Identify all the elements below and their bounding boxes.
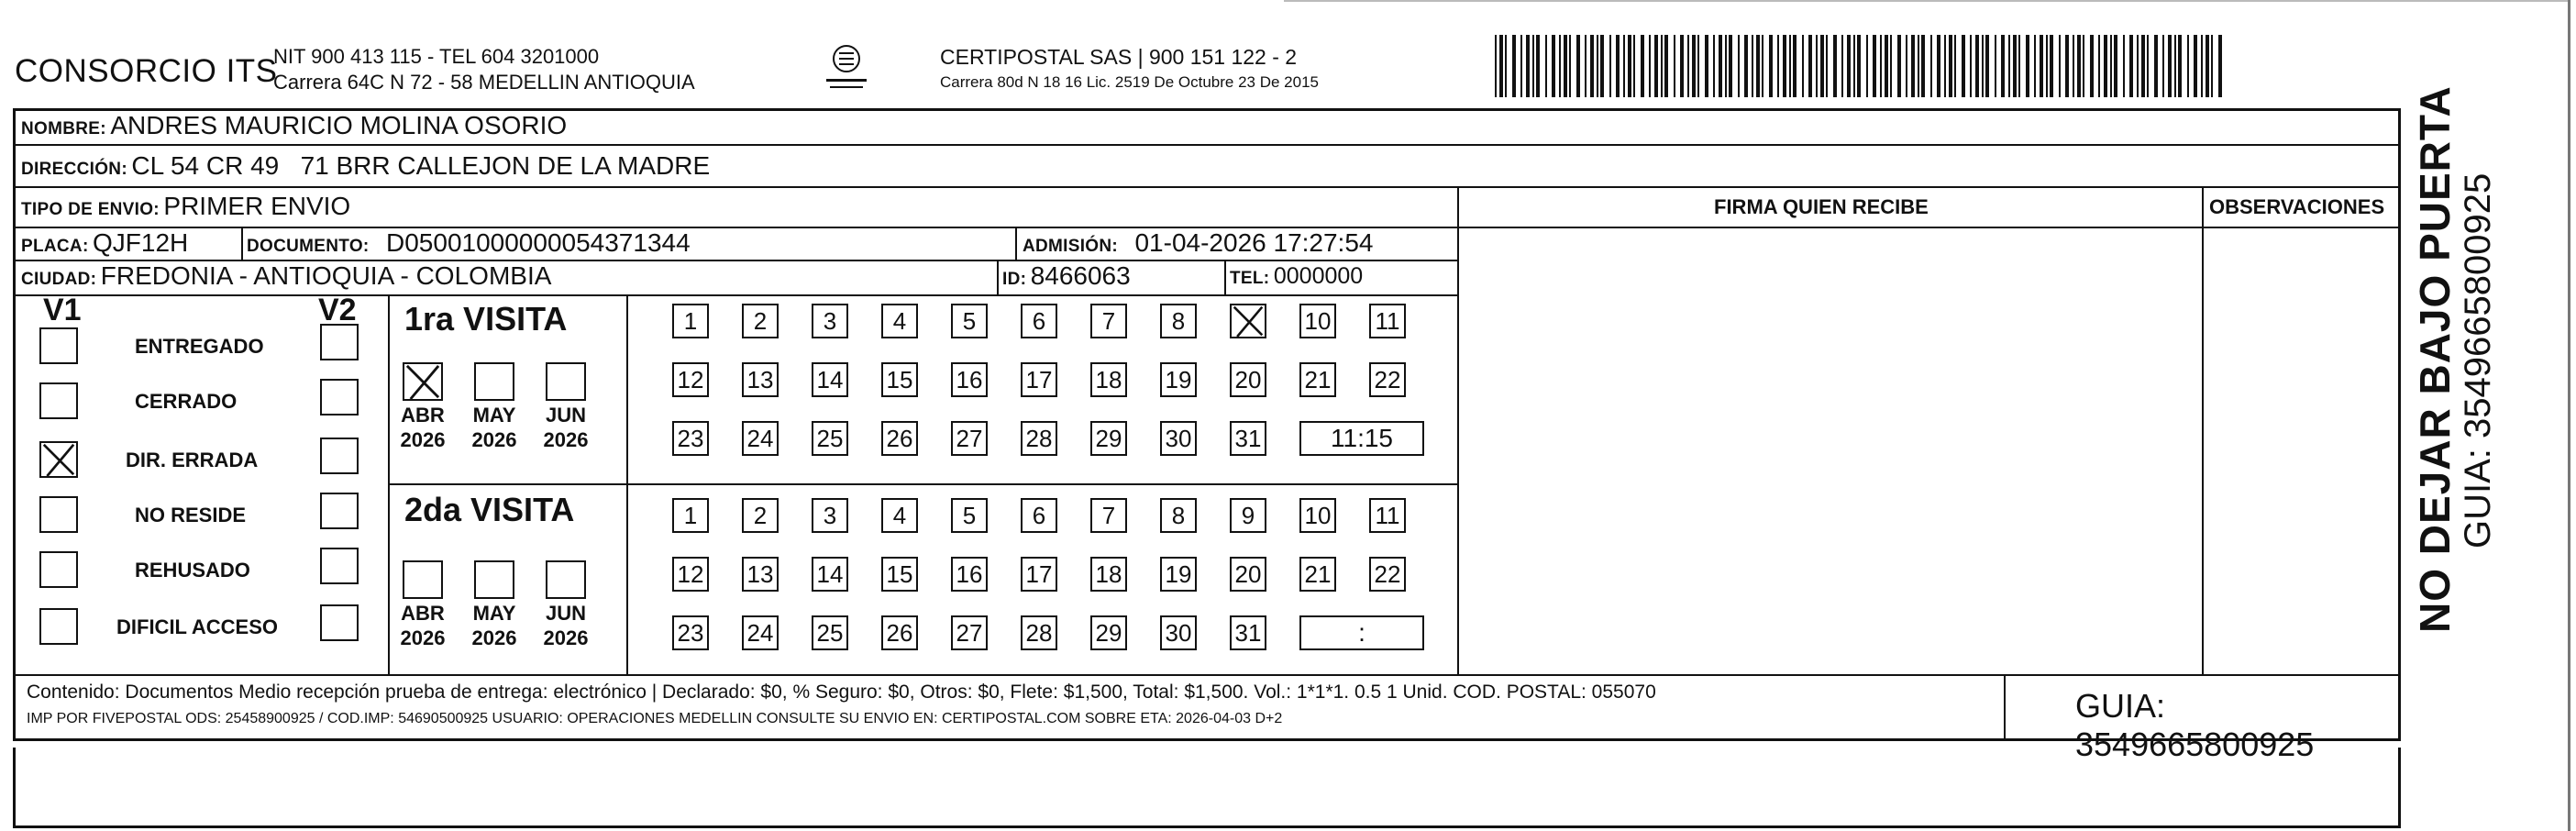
certipostal-logo	[819, 40, 874, 99]
nombre-row	[21, 111, 567, 140]
barcode-bar	[1841, 35, 1843, 97]
barcode-bar	[2174, 35, 2176, 97]
barcode-bar	[2206, 35, 2209, 97]
bottom-blank-area	[13, 748, 2401, 828]
barcode-bar	[1820, 35, 1824, 97]
barcode-bar	[2034, 35, 2036, 97]
barcode-bar	[1654, 35, 1658, 97]
barcode-bar	[2098, 35, 2100, 97]
day-checkbox[interactable]: 8	[1160, 498, 1197, 533]
barcode-bar	[1674, 35, 1675, 97]
month-year: 2026	[400, 428, 446, 451]
v1-checkbox[interactable]	[39, 382, 78, 419]
month-checkbox[interactable]	[403, 560, 443, 599]
month-year: 2026	[471, 428, 517, 451]
day-checkbox[interactable]: 17	[1021, 362, 1057, 397]
day-checkbox[interactable]: 30	[1160, 421, 1197, 456]
day-checkbox[interactable]: 18	[1090, 362, 1127, 397]
day-checkbox[interactable]: 23	[672, 421, 709, 456]
day-checkbox[interactable]: 11	[1369, 304, 1406, 338]
day-checkbox[interactable]: 25	[812, 615, 848, 650]
day-checkbox[interactable]: 31	[1230, 421, 1266, 456]
month-checkbox[interactable]	[474, 560, 514, 599]
status-label: ENTREGADO	[135, 335, 264, 358]
company-contact	[273, 44, 695, 95]
barcode-bar	[2018, 35, 2020, 97]
nombre-label: NOMBRE:	[21, 119, 106, 138]
top-edge-line	[1284, 0, 2568, 2]
barcode-bar	[1756, 35, 1760, 97]
barcode-bar	[2187, 35, 2189, 97]
barcode-bar	[2077, 35, 2081, 97]
v1-checkbox[interactable]	[39, 608, 78, 645]
day-checkbox[interactable]: 10	[1299, 304, 1336, 338]
day-checkbox[interactable]: 7	[1090, 498, 1127, 533]
day-checkbox[interactable]: 9	[1230, 498, 1266, 533]
day-checkbox[interactable]: 28	[1021, 421, 1057, 456]
barcode-bar	[1906, 35, 1907, 97]
barcode-bar	[1609, 35, 1611, 97]
month-year: 2026	[400, 626, 446, 649]
status-label: NO RESIDE	[135, 504, 247, 526]
day-checkbox[interactable]: 19	[1160, 362, 1197, 397]
day-checkbox[interactable]: 6	[1021, 498, 1057, 533]
barcode-bar	[2201, 35, 2203, 97]
day-checkbox[interactable]: 4	[881, 304, 918, 338]
day-checkbox[interactable]: 19	[1160, 557, 1197, 592]
barcode-bar	[1873, 35, 1876, 97]
day-checkbox[interactable]: 30	[1160, 615, 1197, 650]
month-name: ABR	[401, 404, 445, 427]
day-checkbox[interactable]: 25	[812, 421, 848, 456]
barcode-bar	[1880, 35, 1882, 97]
day-checkbox[interactable]: 10	[1299, 498, 1336, 533]
col-divider	[1457, 186, 1459, 674]
day-checkbox[interactable]: 12	[672, 362, 709, 397]
barcode-bar	[1687, 35, 1689, 97]
day-checkbox[interactable]: 31	[1230, 615, 1266, 650]
barcode-bar	[1590, 35, 1594, 97]
col-divider	[2004, 674, 2006, 738]
barcode-bar	[2162, 35, 2164, 97]
barcode-bar	[1982, 35, 1984, 97]
day-checkbox[interactable]: 26	[881, 421, 918, 456]
v1-checkbox[interactable]	[39, 496, 78, 533]
day-checkbox[interactable]: 13	[742, 557, 779, 592]
barcode-bar	[2147, 35, 2149, 97]
ciudad-cell	[21, 261, 551, 291]
barcode-bar	[1949, 35, 1952, 97]
barcode-bar	[1532, 35, 1534, 97]
barcode-bar	[1808, 35, 1812, 97]
month-checkbox[interactable]	[474, 362, 514, 401]
v2-checkbox[interactable]	[320, 604, 359, 641]
barcode	[1495, 35, 2225, 97]
barcode-bar	[1729, 35, 1732, 97]
barcode-bar	[2114, 35, 2117, 97]
v2-checkbox[interactable]	[320, 438, 359, 474]
barcode-bar	[1597, 35, 1598, 97]
barcode-bar	[1526, 35, 1530, 97]
day-checkbox[interactable]: 29	[1090, 615, 1127, 650]
day-checkbox[interactable]: 3	[812, 498, 848, 533]
company-name: CONSORCIO ITS	[15, 53, 278, 89]
tipo-value: PRIMER ENVIO	[163, 192, 351, 220]
day-checkbox[interactable]: 15	[881, 362, 918, 397]
month-checkbox[interactable]	[546, 362, 586, 401]
barcode-bar	[1985, 35, 1989, 97]
time-field[interactable]: :	[1299, 615, 1424, 650]
month-name: MAY	[472, 404, 516, 427]
col-divider	[2202, 186, 2204, 674]
barcode-bar	[1783, 35, 1786, 97]
month-year: 2026	[471, 626, 517, 649]
barcode-bar	[1833, 35, 1837, 97]
barcode-bar	[1897, 35, 1901, 97]
day-checkbox[interactable]: 15	[881, 557, 918, 592]
barcode-bar	[1816, 35, 1818, 97]
barcode-bar	[2168, 35, 2172, 97]
barcode-bar	[1857, 35, 1861, 97]
day-checkbox[interactable]: 16	[951, 557, 988, 592]
day-checkbox[interactable]: 18	[1090, 557, 1127, 592]
barcode-bar	[1970, 35, 1972, 97]
placa-value: QJF12H	[93, 228, 189, 257]
placa-label: PLACA:	[21, 237, 89, 256]
barcode-bar	[2083, 35, 2084, 97]
barcode-bar	[1866, 35, 1868, 97]
footer-divider	[16, 674, 2398, 676]
day-checkbox[interactable]: 23	[672, 615, 709, 650]
barcode-bar	[1777, 35, 1779, 97]
barcode-bar	[1664, 35, 1668, 97]
barcode-bar	[2090, 35, 2094, 97]
id-label: ID:	[1002, 270, 1027, 289]
direccion-row	[21, 151, 710, 181]
barcode-bar	[1697, 35, 1699, 97]
ciudad-value: FREDONIA - ANTIOQUIA - COLOMBIA	[100, 261, 552, 290]
barcode-bar	[1944, 35, 1946, 97]
delivery-form	[13, 108, 2401, 763]
admision-value: 01-04-2026 17:27:54	[1134, 228, 1374, 257]
day-checkbox[interactable]	[1230, 304, 1266, 338]
side-guia: GUIA: 3549665800925	[2458, 172, 2498, 548]
barcode-bar	[1705, 35, 1708, 97]
barcode-bar	[1499, 35, 1503, 97]
month-label	[538, 601, 593, 650]
month-label	[467, 403, 522, 452]
barcode-bar	[2194, 35, 2197, 97]
day-checkbox[interactable]: 2	[742, 498, 779, 533]
month-label	[395, 601, 450, 650]
barcode-bar	[1789, 35, 1791, 97]
direccion-label: DIRECCIÓN:	[21, 160, 127, 179]
row-divider	[16, 186, 2398, 188]
day-checkbox[interactable]: 1	[672, 498, 709, 533]
nombre-value: ANDRES MAURICIO MOLINA OSORIO	[110, 111, 568, 139]
barcode-bar	[2050, 35, 2053, 97]
guia-footer: GUIA: 3549665800925	[2075, 687, 2315, 763]
barcode-bar	[1641, 35, 1644, 97]
day-checkbox[interactable]: 24	[742, 615, 779, 650]
barcode-bar	[2001, 35, 2005, 97]
col-divider	[997, 260, 999, 294]
barcode-bar	[1713, 35, 1715, 97]
col-divider	[241, 227, 243, 260]
status-label: CERRADO	[135, 390, 238, 413]
month-year: 2026	[543, 428, 589, 451]
barcode-bar	[1769, 35, 1773, 97]
side-warning	[2410, 0, 2465, 633]
day-checkbox[interactable]: 21	[1299, 557, 1336, 592]
documento-label: DOCUMENTO:	[247, 237, 370, 256]
day-checkbox[interactable]: 4	[881, 498, 918, 533]
certipostal-address: Carrera 80d N 18 16 Lic. 2519 De Octubre 23 De 2015	[940, 73, 1319, 91]
nit-line: NIT 900 413 115 - TEL 604 3201000	[273, 45, 600, 68]
month-name: JUN	[545, 404, 586, 427]
barcode-bar	[2218, 35, 2222, 97]
v2-checkbox[interactable]	[320, 548, 359, 584]
barcode-bar	[1564, 35, 1567, 97]
admision-cell	[1023, 228, 1373, 258]
v1-header: V1	[43, 293, 82, 327]
barcode-bar	[1495, 35, 1497, 97]
day-checkbox[interactable]: 6	[1021, 304, 1057, 338]
day-checkbox[interactable]: 2	[742, 304, 779, 338]
barcode-bar	[1616, 35, 1620, 97]
ciudad-label: CIUDAD:	[21, 270, 97, 289]
id-cell	[1002, 261, 1131, 291]
admision-label: ADMISIÓN:	[1023, 237, 1119, 256]
barcode-bar	[2008, 35, 2010, 97]
col-divider	[1015, 227, 1017, 260]
barcode-bar	[1719, 35, 1722, 97]
barcode-bar	[2211, 35, 2213, 97]
barcode-bar	[1911, 35, 1915, 97]
barcode-bar	[2065, 35, 2069, 97]
barcode-bar	[1885, 35, 1888, 97]
barcode-bar	[2129, 35, 2133, 97]
v2-checkbox[interactable]	[320, 324, 359, 360]
barcode-bar	[1661, 35, 1663, 97]
contenido-text: Contenido: Documentos Medio recepción prueba de entrega: electrónico | Declarado: $0, % Seguro: $0, Otros: $0, Flete: $1,500, Total: $1,500. Vol.: 1*1*1. 0.5 1 Unid. COD. POSTAL: 055070	[27, 681, 1656, 703]
v1-checkbox[interactable]	[39, 441, 78, 478]
barcode-bar	[1744, 35, 1748, 97]
barcode-bar	[2110, 35, 2112, 97]
visit2-title: 2da VISITA	[404, 491, 575, 528]
day-checkbox[interactable]: 27	[951, 421, 988, 456]
barcode-bar	[1600, 35, 1604, 97]
barcode-bar	[1762, 35, 1763, 97]
barcode-bar	[2026, 35, 2029, 97]
barcode-bar	[1802, 35, 1804, 97]
v2-header: V2	[318, 293, 357, 327]
barcode-bar	[2141, 35, 2145, 97]
day-checkbox[interactable]: 24	[742, 421, 779, 456]
barcode-bar	[1585, 35, 1587, 97]
month-label	[395, 403, 450, 452]
barcode-bar	[2104, 35, 2107, 97]
barcode-bar	[2123, 35, 2125, 97]
day-checkbox[interactable]: 5	[951, 304, 988, 338]
tel-value: 0000000	[1273, 263, 1364, 289]
day-checkbox[interactable]: 14	[812, 557, 848, 592]
day-checkbox[interactable]: 11	[1369, 498, 1406, 533]
barcode-bar	[1921, 35, 1925, 97]
month-label	[538, 403, 593, 452]
day-checkbox[interactable]: 8	[1160, 304, 1197, 338]
v1-checkbox[interactable]	[39, 551, 78, 588]
v2-checkbox[interactable]	[320, 379, 359, 416]
day-checkbox[interactable]: 17	[1021, 557, 1057, 592]
barcode-bar	[2040, 35, 2043, 97]
day-checkbox[interactable]: 16	[951, 362, 988, 397]
observaciones-header: OBSERVACIONES	[2209, 195, 2385, 218]
barcode-bar	[1853, 35, 1855, 97]
barcode-bar	[1930, 35, 1932, 97]
no-dejar-text: NO DEJAR BAJO PUERTA	[2411, 85, 2459, 633]
barcode-bar	[1918, 35, 1919, 97]
visit-divider	[388, 483, 1459, 485]
tel-label: TEL:	[1230, 269, 1270, 288]
barcode-bar	[1633, 35, 1635, 97]
tipo-row	[21, 192, 350, 221]
day-checkbox[interactable]: 20	[1230, 362, 1266, 397]
day-checkbox[interactable]: 3	[812, 304, 848, 338]
barcode-bar	[1576, 35, 1580, 97]
barcode-bar	[1623, 35, 1625, 97]
barcode-bar	[1692, 35, 1696, 97]
barcode-bar	[1520, 35, 1522, 97]
day-checkbox[interactable]: 13	[742, 362, 779, 397]
certipostal-line: CERTIPOSTAL SAS | 900 151 122 - 2	[940, 45, 1298, 69]
barcode-bar	[1725, 35, 1727, 97]
documento-value: D05001000000054371344	[386, 228, 691, 257]
col-divider	[1224, 260, 1226, 294]
barcode-bar	[1569, 35, 1571, 97]
status-label: DIFICIL ACCESO	[116, 615, 279, 638]
barcode-bar	[1545, 35, 1547, 97]
day-checkbox[interactable]: 22	[1369, 362, 1406, 397]
tipo-label: TIPO DE ENVIO:	[21, 200, 160, 219]
day-checkbox[interactable]: 28	[1021, 615, 1057, 650]
barcode-bar	[1890, 35, 1892, 97]
company-address: Carrera 64C N 72 - 58 MEDELLIN ANTIOQUIA	[273, 71, 695, 94]
day-checkbox[interactable]: 7	[1090, 304, 1127, 338]
status-label: REHUSADO	[135, 559, 250, 582]
barcode-bar	[1937, 35, 1940, 97]
placa-cell	[21, 228, 188, 258]
barcode-bar	[1536, 35, 1540, 97]
certipostal-info	[940, 44, 1319, 95]
barcode-bar	[1847, 35, 1851, 97]
time-field[interactable]: 11:15	[1299, 421, 1424, 456]
month-checkbox[interactable]	[403, 362, 443, 401]
visit1-title: 1ra VISITA	[404, 300, 568, 338]
imp-text: IMP POR FIVEPOSTAL ODS: 25458900925 / COD.IMP: 54690500925 USUARIO: OPERACIONES MEDELLIN CONSULTE SU ENVIO EN: CERTIPOSTAL.COM SOBRE ETA: 2026-04-03 D+2	[27, 711, 1283, 726]
tel-cell	[1230, 263, 1363, 290]
month-name: ABR	[401, 602, 445, 625]
right-edge-line	[2568, 0, 2570, 831]
day-checkbox[interactable]: 26	[881, 615, 918, 650]
day-checkbox[interactable]: 21	[1299, 362, 1336, 397]
barcode-bar	[1649, 35, 1651, 97]
barcode-bar	[1752, 35, 1753, 97]
day-checkbox[interactable]: 20	[1230, 557, 1266, 592]
firma-header: FIRMA QUIEN RECIBE	[1714, 195, 1929, 218]
barcode-bar	[1680, 35, 1684, 97]
day-checkbox[interactable]: 27	[951, 615, 988, 650]
barcode-bar	[1975, 35, 1979, 97]
v1-checkbox[interactable]	[39, 327, 78, 364]
barcode-bar	[1628, 35, 1631, 97]
barcode-bar	[1793, 35, 1797, 97]
row-divider	[16, 144, 2398, 146]
barcode-bar	[2073, 35, 2074, 97]
barcode-bar	[1954, 35, 1956, 97]
barcode-bar	[1738, 35, 1740, 97]
barcode-bar	[1512, 35, 1516, 97]
month-checkbox[interactable]	[546, 560, 586, 599]
barcode-bar	[2059, 35, 2061, 97]
barcode-bar	[2137, 35, 2139, 97]
day-checkbox[interactable]: 22	[1369, 557, 1406, 592]
barcode-bar	[1826, 35, 1828, 97]
day-checkbox[interactable]: 14	[812, 362, 848, 397]
month-label	[467, 601, 522, 650]
barcode-bar	[2046, 35, 2048, 97]
day-checkbox[interactable]: 12	[672, 557, 709, 592]
barcode-bar	[1552, 35, 1555, 97]
v2-checkbox[interactable]	[320, 493, 359, 529]
day-checkbox[interactable]: 5	[951, 498, 988, 533]
month-year: 2026	[543, 626, 589, 649]
barcode-bar	[2013, 35, 2017, 97]
barcode-bar	[1505, 35, 1507, 97]
documento-cell	[247, 228, 691, 258]
row-divider	[16, 294, 1459, 296]
barcode-bar	[2178, 35, 2182, 97]
day-checkbox[interactable]: 29	[1090, 421, 1127, 456]
barcode-bar	[1995, 35, 1996, 97]
status-label: DIR. ERRADA	[126, 449, 259, 471]
barcode-bar	[1559, 35, 1561, 97]
id-value: 8466063	[1030, 261, 1131, 290]
barcode-bar	[2154, 35, 2158, 97]
direccion-value: CL 54 CR 49 71 BRR CALLEJON DE LA MADRE	[131, 151, 711, 180]
month-name: MAY	[472, 602, 516, 625]
barcode-bar	[1962, 35, 1965, 97]
day-checkbox[interactable]: 1	[672, 304, 709, 338]
month-name: JUN	[545, 602, 586, 625]
